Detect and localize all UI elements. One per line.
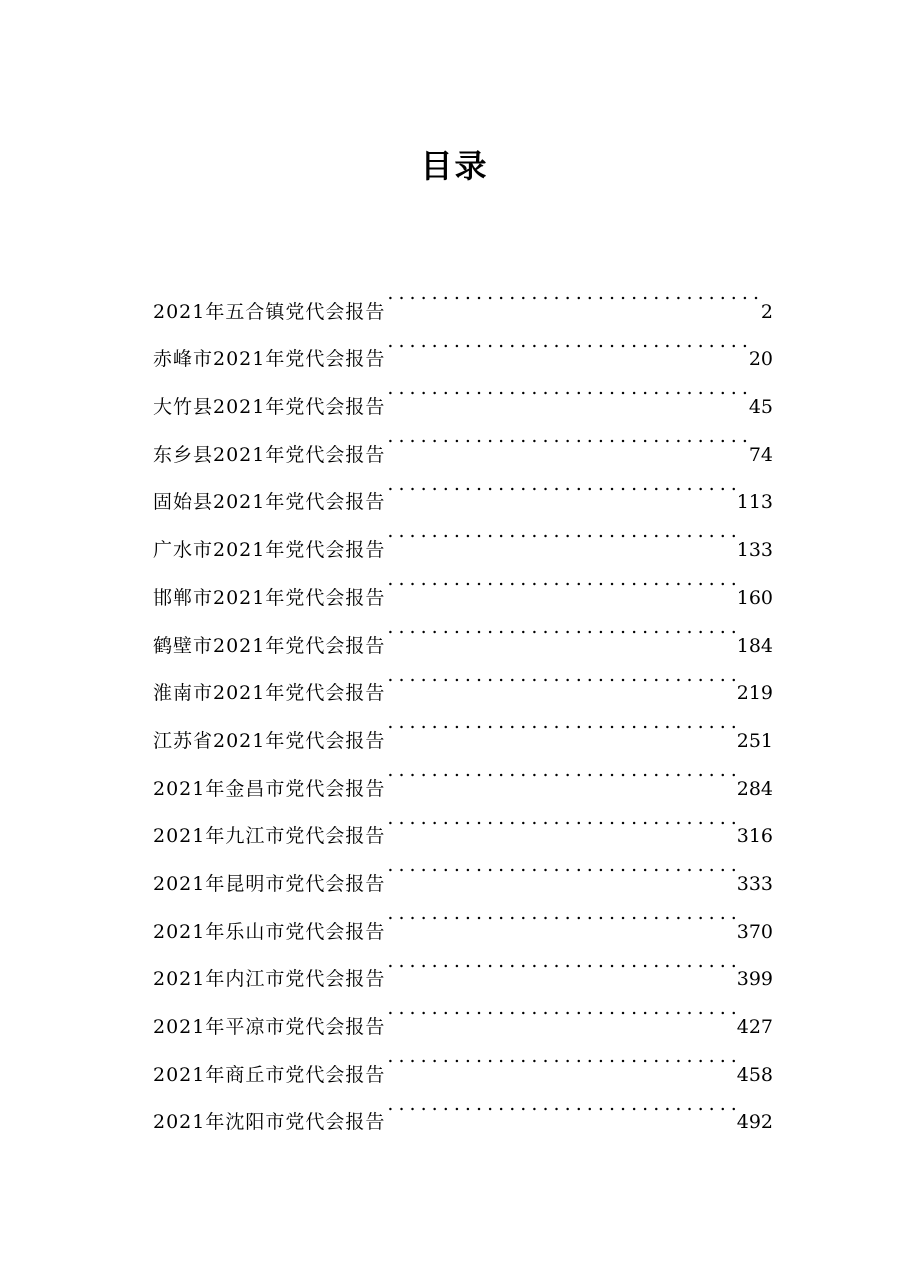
toc-page-number: 184 bbox=[736, 634, 773, 657]
page-title: 目录 bbox=[420, 147, 489, 185]
toc-entry-title: 江苏省2021年党代会报告 bbox=[153, 729, 386, 752]
dot-leader bbox=[387, 747, 734, 795]
toc-entry-title: 2021年昆明市党代会报告 bbox=[153, 872, 386, 895]
toc-page-number: 219 bbox=[736, 682, 773, 705]
toc-entry-title: 大竹县2021年党代会报告 bbox=[153, 396, 386, 419]
dot-leader bbox=[387, 699, 734, 747]
toc-entry-title: 淮南市2021年党代会报告 bbox=[153, 682, 386, 705]
dot-leader bbox=[387, 795, 734, 843]
toc-page-number: 20 bbox=[748, 348, 773, 371]
toc-entry-title: 2021年内江市党代会报告 bbox=[153, 968, 386, 991]
toc-page-number: 370 bbox=[736, 920, 773, 943]
dot-leader bbox=[387, 318, 746, 366]
dot-leader bbox=[387, 652, 734, 700]
toc-entry-title: 2021年金昌市党代会报告 bbox=[153, 777, 386, 800]
dot-leader bbox=[387, 556, 734, 604]
toc-entry-title: 邯郸市2021年党代会报告 bbox=[153, 586, 386, 609]
toc-entry-title: 2021年乐山市党代会报告 bbox=[153, 920, 386, 943]
toc-page-number: 45 bbox=[748, 396, 773, 419]
toc-page-number: 458 bbox=[736, 1063, 773, 1086]
toc-entry-title: 2021年沈阳市党代会报告 bbox=[153, 1111, 386, 1134]
toc-entry-title: 广水市2021年党代会报告 bbox=[153, 539, 386, 562]
toc-entry[interactable] bbox=[153, 270, 773, 323]
toc-entry-title: 东乡县2021年党代会报告 bbox=[153, 443, 386, 466]
dot-leader bbox=[387, 985, 734, 1033]
dot-leader bbox=[387, 1033, 734, 1081]
toc-page-number: 427 bbox=[736, 1016, 773, 1038]
dot-leader bbox=[387, 461, 734, 509]
dot-leader bbox=[387, 890, 734, 938]
dot-leader bbox=[387, 938, 734, 986]
dot-leader bbox=[387, 1081, 734, 1129]
toc-page-number: 160 bbox=[736, 586, 773, 609]
toc-entry-title: 鹤壁市2021年党代会报告 bbox=[153, 634, 386, 657]
toc-page-number: 316 bbox=[736, 825, 773, 848]
dot-leader bbox=[387, 365, 746, 413]
dot-leader bbox=[387, 842, 734, 890]
toc-page-number: 492 bbox=[736, 1111, 773, 1134]
toc-page-number: 2 bbox=[760, 300, 773, 323]
toc-page-number: 133 bbox=[736, 539, 773, 562]
toc-page-number: 113 bbox=[736, 491, 773, 514]
toc-page-number: 251 bbox=[736, 729, 773, 752]
toc-page-number: 399 bbox=[736, 968, 773, 991]
toc-page-number: 284 bbox=[736, 777, 773, 800]
toc-entry-title: 2021年平凉市党代会报告 bbox=[153, 1016, 386, 1038]
dot-leader bbox=[387, 604, 734, 652]
toc-page-number: 74 bbox=[748, 443, 773, 466]
toc-page-number: 333 bbox=[736, 872, 773, 895]
dot-leader bbox=[387, 413, 746, 461]
dot-leader bbox=[387, 270, 759, 318]
toc-entry-title: 赤峰市2021年党代会报告 bbox=[153, 348, 386, 371]
toc-entry-title: 2021年商丘市党代会报告 bbox=[153, 1063, 386, 1086]
dot-leader bbox=[387, 508, 734, 556]
toc-entry-title: 固始县2021年党代会报告 bbox=[153, 491, 386, 514]
toc-entry-title: 2021年九江市党代会报告 bbox=[153, 825, 386, 848]
toc-entry-title: 2021年五合镇党代会报告 bbox=[153, 300, 386, 323]
table-of-contents bbox=[153, 270, 773, 1134]
